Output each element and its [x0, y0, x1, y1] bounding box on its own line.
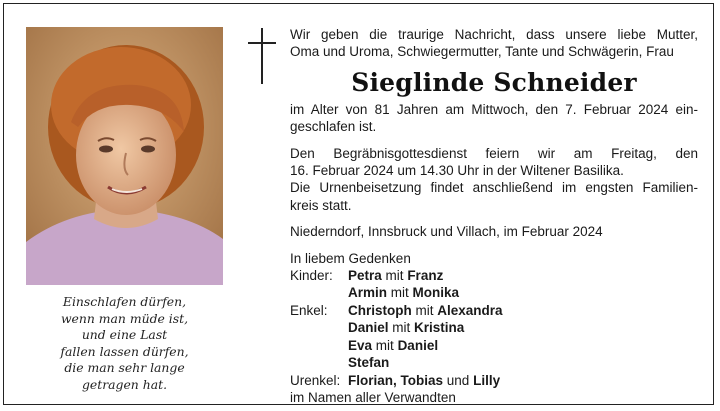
service-line: 16. Februar 2024 um 14.30 Uhr in der Wiltener Basilika. — [290, 163, 624, 179]
portrait-photo — [26, 27, 223, 285]
service-line: kreis statt. — [290, 197, 352, 213]
kinder-label: Kinder: — [290, 268, 333, 284]
family-entry: Stefan — [348, 355, 390, 371]
family-entry: Petra mit Franz — [348, 268, 444, 284]
service-line: Den Begräbnisgottesdienst feiern wir am Freitag, den — [290, 145, 698, 161]
service-line: Die Urnenbeisetzung findet anschließend im engsten Familien- — [290, 180, 698, 196]
death-line: im Alter von 81 Jahren am Mittwoch, den 7. Februar 2024 ein- — [290, 101, 698, 117]
notice-text — [290, 26, 698, 406]
poem — [26, 294, 223, 394]
cross-icon — [248, 28, 276, 84]
family-entry: Florian, Tobias und Lilly — [348, 372, 501, 388]
poem-line: Einschlafen dürfen, — [62, 294, 187, 309]
family-entry: Daniel mit Kristina — [348, 320, 465, 336]
family-entry: Armin mit Monika — [348, 285, 460, 301]
poem-line: wenn man müde ist, — [60, 310, 189, 326]
family-list — [290, 267, 698, 389]
deceased-name: Sieglinde Schneider — [351, 67, 637, 97]
urenkel-label: Urenkel: — [290, 372, 341, 388]
death-line: geschlafen ist. — [290, 119, 377, 135]
poem-line: getragen hat. — [81, 376, 168, 392]
poem-line: und eine Last — [81, 327, 168, 343]
poem-line: fallen lassen dürfen, — [60, 343, 189, 359]
closing-line: im Namen aller Verwandten — [290, 389, 456, 405]
intro-line: Oma und Uroma, Schwiegermutter, Tante und Schwägerin, Frau — [290, 44, 674, 60]
intro-line: Wir geben die traurige Nachricht, dass unsere liebe Mutter, — [290, 27, 698, 42]
family-entry: Christoph mit Alexandra — [348, 302, 503, 318]
memory-line: In liebem Gedenken — [290, 250, 411, 266]
poem-line: die man sehr lange — [64, 360, 185, 376]
enkel-label: Enkel: — [290, 302, 328, 318]
obituary-card — [3, 3, 714, 405]
place-date: Niederndorf, Innsbruck und Villach, im Februar 2024 — [290, 224, 603, 240]
family-entry: Eva mit Daniel — [348, 337, 439, 353]
